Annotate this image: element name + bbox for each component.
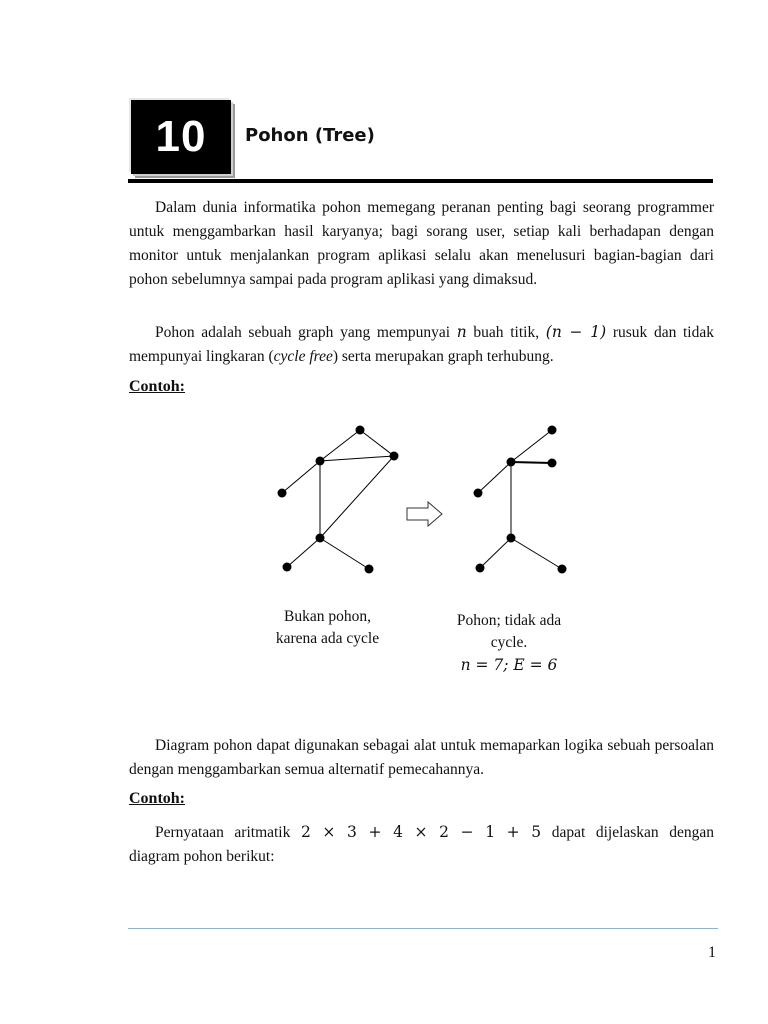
edge — [360, 430, 394, 456]
vertex — [390, 452, 399, 461]
caption-not-tree: Bukan pohon, karena ada cycle — [275, 608, 380, 647]
intro-paragraph: Dalam dunia informatika pohon memegang peranan penting bagi seorang programmer untuk menggambarkan hasil karyanya; bagi sorang user, setiap kali berhadapan dengan monitor untuk menjalankan program aplikasi selalu akan menelusuri bagian-bagian dari pohon sebelumnya sampai pada program aplikasi yang dimaksud. — [129, 199, 714, 288]
vertex — [356, 426, 365, 435]
vertex — [507, 458, 516, 467]
right-arrow-icon — [407, 502, 442, 526]
arith-line-1: Pernyataan aritmatik 2 × 3 + 4 × 2 − 1 + 5 dapat dijelaskan dengan — [155, 823, 715, 841]
caption-tree: Pohon; tidak ada cycle. n = 7; E = 6 — [456, 612, 562, 674]
vertex — [548, 459, 557, 468]
vertex — [476, 564, 485, 573]
non-tree-vertices — [278, 426, 399, 574]
vertex — [474, 489, 483, 498]
edge — [511, 430, 552, 462]
example-heading: Contoh: — [129, 378, 186, 395]
vertex — [507, 534, 516, 543]
diagram-paragraph: Diagram pohon dapat digunakan sebagai alat untuk memaparkan logika sebuah persoalan dengan menggambarkan semua alternatif pemecahannya. — [129, 737, 714, 778]
example-heading-2: Contoh: — [129, 790, 186, 807]
edge — [320, 456, 394, 461]
chapter-number-box — [131, 100, 231, 174]
vertex — [316, 534, 325, 543]
edge — [511, 538, 562, 569]
vertex — [365, 565, 374, 574]
vertex — [548, 426, 557, 435]
vertex — [278, 489, 287, 498]
vertex — [558, 565, 567, 574]
definition-paragraph: Pohon adalah sebuah graph yang mempunyai n buah titik, (n − 1) rusuk dan tidak mempunyai lingkaran (cycle free) serta merupakan graph terhubung. — [129, 323, 714, 365]
tree-graph — [478, 430, 562, 569]
page-number: 1 — [708, 944, 716, 961]
chapter-number: 10 — [155, 112, 207, 161]
title-divider — [128, 179, 713, 183]
vertex — [316, 457, 325, 466]
edge — [320, 538, 369, 569]
footer-divider — [128, 928, 718, 929]
non-tree-graph — [282, 430, 394, 569]
edge — [320, 456, 394, 538]
arith-line-2: diagram pohon berikut: — [129, 848, 275, 865]
edge — [282, 461, 320, 493]
chapter-title: Pohon (Tree) — [245, 125, 375, 146]
tree-vertices — [474, 426, 567, 574]
edge — [480, 538, 511, 568]
graph-comparison-figure — [260, 412, 590, 582]
edge — [511, 462, 552, 463]
edge — [287, 538, 320, 567]
edge — [478, 462, 511, 493]
arith-expression: 2 × 3 + 4 × 2 − 1 + 5 — [300, 823, 542, 841]
vertex — [283, 563, 292, 572]
edge — [320, 430, 360, 461]
